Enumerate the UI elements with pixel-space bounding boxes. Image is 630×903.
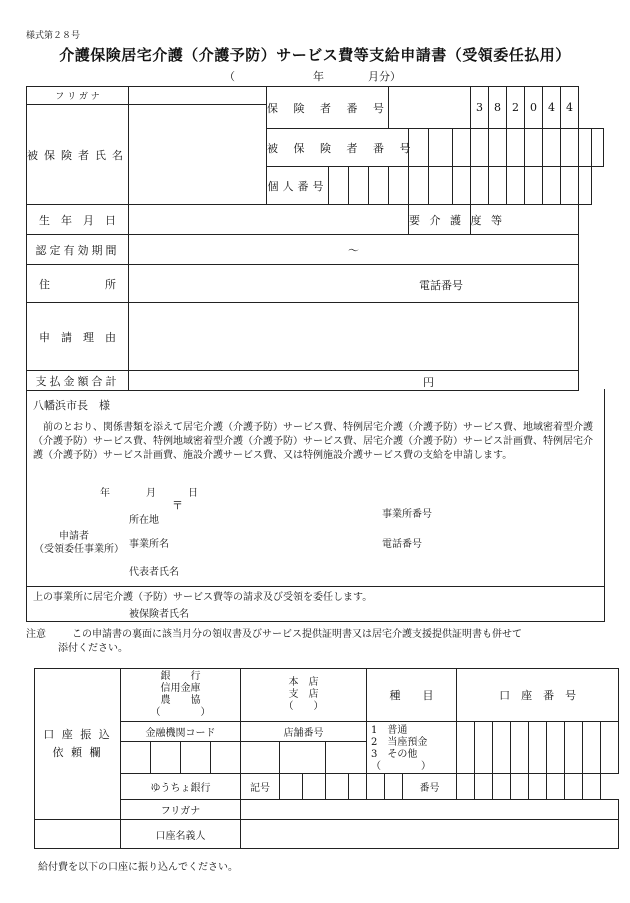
location-label: 所在地: [129, 515, 159, 526]
yucho-number-box[interactable]: [583, 774, 601, 800]
bank-section-label-line1: 口 座 振 込: [43, 728, 112, 741]
office-name-label: 事業所名: [129, 539, 169, 550]
personal-number-box[interactable]: [579, 167, 592, 205]
form-number: 様式第２８号: [26, 31, 81, 41]
yucho-number-box[interactable]: [511, 774, 529, 800]
personal-number-box[interactable]: [561, 167, 579, 205]
representative-label: 代表者氏名: [129, 567, 179, 578]
account-type-options[interactable]: [367, 722, 457, 774]
reason-label: 申 請 理 由: [27, 303, 129, 371]
account-digit-box[interactable]: [475, 722, 493, 774]
branch-type-cell[interactable]: [241, 669, 367, 722]
account-digit-box[interactable]: [547, 722, 565, 774]
insured-number-box[interactable]: [489, 129, 507, 167]
statement-box: [26, 389, 605, 587]
personal-number-box[interactable]: [389, 167, 409, 205]
branch-code-box[interactable]: [241, 742, 280, 774]
payment-total-field[interactable]: [129, 371, 579, 391]
period-month: 月分）: [368, 70, 401, 83]
bank-code-box[interactable]: [151, 742, 181, 774]
branch-code-label: 店舗番号: [241, 722, 367, 742]
holder-furigana-label: フリガナ: [121, 800, 241, 820]
date-year: 年: [100, 488, 110, 499]
insurer-digit: 0: [525, 87, 543, 129]
applicant-sub-label: （受領委任事業所）: [34, 544, 124, 555]
note-line-2: 添付ください。: [58, 643, 128, 654]
footer-note: 給付費を以下の口座に振り込んでください。: [38, 862, 238, 873]
branch-type-main: 本 店: [288, 677, 319, 688]
account-digit-box[interactable]: [511, 722, 529, 774]
yucho-label: ゆうちょ銀行: [121, 774, 241, 800]
account-digit-box[interactable]: [565, 722, 583, 774]
yucho-number-box[interactable]: [493, 774, 511, 800]
tilde: ～: [348, 243, 359, 257]
insurer-blank: [389, 87, 471, 129]
insured-number-box[interactable]: [525, 129, 543, 167]
insured-number-box[interactable]: [507, 129, 525, 167]
holder-furigana-field[interactable]: [241, 800, 619, 820]
symbol-box[interactable]: [385, 774, 403, 800]
branch-paren: （ ）: [283, 701, 324, 712]
delegation-text: 上の事業所に居宅介護（予防）サービス費等の請求及び受領を委任します。: [33, 592, 373, 603]
personal-number-box[interactable]: [507, 167, 525, 205]
insured-number-box[interactable]: [579, 129, 592, 167]
insurer-digit: 8: [489, 87, 507, 129]
insurer-digit: 4: [561, 87, 579, 129]
page-title: 介護保険居宅介護（介護予防）サービス費等支給申請書（受領委任払用）: [59, 46, 571, 64]
delegation-insured-name: 被保険者氏名: [129, 609, 189, 620]
symbol-box[interactable]: [349, 774, 367, 800]
note-label: 注意: [26, 629, 46, 640]
branch-code-box[interactable]: [280, 742, 326, 774]
bank-paren: （ ）: [150, 707, 211, 718]
insured-name-field[interactable]: [129, 105, 267, 205]
insured-name-label: 被保険者氏名: [27, 105, 129, 205]
bank-type-cell[interactable]: [121, 669, 241, 722]
insured-number-box[interactable]: [561, 129, 579, 167]
bank-code-box[interactable]: [181, 742, 211, 774]
symbol-box[interactable]: [280, 774, 303, 800]
personal-number-box[interactable]: [429, 167, 453, 205]
personal-number-label: 個人番号: [267, 167, 329, 205]
personal-number-box[interactable]: [409, 167, 429, 205]
insured-number-box[interactable]: [429, 129, 453, 167]
period-open: （: [224, 70, 235, 83]
account-type-other-paren: （ ）: [371, 761, 432, 772]
insured-number-box[interactable]: [543, 129, 561, 167]
office-number-label: 事業所番号: [382, 509, 432, 520]
bank-section-spacer: [35, 820, 121, 849]
address-field[interactable]: [129, 265, 579, 303]
personal-number-box[interactable]: [525, 167, 543, 205]
account-type-other[interactable]: 3 その他: [371, 749, 418, 760]
personal-number-box[interactable]: [543, 167, 561, 205]
account-digit-box[interactable]: [583, 722, 601, 774]
furigana-field[interactable]: [129, 87, 267, 105]
bank-type-bank: 銀 行: [160, 671, 201, 682]
care-level-label: 要 介 護 度 等: [409, 205, 471, 235]
personal-number-box[interactable]: [369, 167, 389, 205]
insurer-digit: 3: [471, 87, 489, 129]
bank-transfer-table: [34, 668, 619, 849]
number-label: 番号: [403, 774, 457, 800]
bank-code-box[interactable]: [211, 742, 241, 774]
yucho-number-box[interactable]: [547, 774, 565, 800]
period-year: 年: [313, 70, 324, 83]
account-type-label: 種 目: [367, 669, 457, 722]
bank-section-label: [35, 669, 121, 820]
date-day: 日: [188, 488, 198, 499]
bank-code-box[interactable]: [121, 742, 151, 774]
insured-number-label: 被 保 険 者 番 号: [267, 129, 409, 167]
personal-number-box[interactable]: [489, 167, 507, 205]
valid-period-field[interactable]: [129, 235, 579, 265]
insurer-digit: 4: [543, 87, 561, 129]
address-label: 住 所: [27, 265, 129, 303]
symbol-box[interactable]: [326, 774, 349, 800]
personal-number-box[interactable]: [329, 167, 349, 205]
postal-mark: 〒: [172, 499, 183, 512]
note-line-1: この申請書の裏面に該当月分の領収書及びサービス提供証明書又は居宅介護支援提供証明書も併せて: [72, 629, 522, 640]
account-digit-box[interactable]: [493, 722, 511, 774]
yucho-number-box[interactable]: [565, 774, 583, 800]
personal-number-box[interactable]: [471, 167, 489, 205]
reason-field[interactable]: [129, 303, 579, 371]
insured-number-box[interactable]: [591, 129, 604, 167]
furigana-label: フ リ ガ ナ: [27, 87, 129, 105]
yucho-number-box[interactable]: [475, 774, 493, 800]
account-digit-box[interactable]: [457, 722, 475, 774]
birthdate-label: 生 年 月 日: [27, 205, 129, 235]
applicant-phone-label: 電話番号: [382, 539, 422, 550]
insured-number-box[interactable]: [471, 129, 489, 167]
yucho-number-box[interactable]: [457, 774, 475, 800]
bank-type-nokyo: 農 協: [160, 695, 201, 706]
account-digit-box[interactable]: [601, 722, 619, 774]
personal-number-box[interactable]: [453, 167, 471, 205]
applicant-label: 申請者: [59, 531, 89, 542]
holder-field[interactable]: [241, 820, 619, 849]
account-digit-box[interactable]: [529, 722, 547, 774]
valid-period-label: 認定有効期間: [27, 235, 129, 265]
bank-type-shinkin: 信用金庫: [160, 683, 201, 694]
personal-number-box[interactable]: [349, 167, 369, 205]
holder-label: 口座名義人: [121, 820, 241, 849]
symbol-box[interactable]: [303, 774, 326, 800]
symbol-box[interactable]: [367, 774, 385, 800]
insurer-digit: 2: [507, 87, 525, 129]
phone-label: 電話番号: [419, 279, 463, 292]
branch-type-sub: 支 店: [288, 689, 319, 700]
bank-code-label: 金融機関コード: [121, 722, 241, 742]
branch-code-box[interactable]: [326, 742, 367, 774]
account-type-current[interactable]: 2 当座預金: [371, 737, 428, 748]
account-type-ordinary[interactable]: 1 普通: [371, 725, 408, 736]
addressee: 八幡浜市長 様: [33, 399, 110, 412]
payment-total-label: 支払金額合計: [27, 371, 129, 391]
application-table: [26, 86, 604, 391]
yucho-number-box[interactable]: [529, 774, 547, 800]
yen-label: 円: [423, 376, 434, 389]
bank-section-label-line2: 依 頼 欄: [52, 746, 103, 759]
body-text: 前のとおり、関係書類を添えて居宅介護（介護予防）サービス費、特例居宅介護（介護予防）サービス費、地域密着型介護（介護予防）サービス費、特例地域密着型介護（介護予防）サービス費、居宅介護（介護予防）サービス計画費、特例居宅介護（介護予防）サービス計画費、施設介護サービス費、又は特例施設介護サービス費の支給を申請します。: [33, 422, 593, 461]
birthdate-field[interactable]: [129, 205, 409, 235]
insured-number-box[interactable]: [453, 129, 471, 167]
insurer-number-label: 保 険 者 番 号: [267, 87, 389, 129]
symbol-label: 記号: [241, 774, 280, 800]
account-number-label: 口 座 番 号: [457, 669, 619, 722]
date-month: 月: [146, 488, 156, 499]
